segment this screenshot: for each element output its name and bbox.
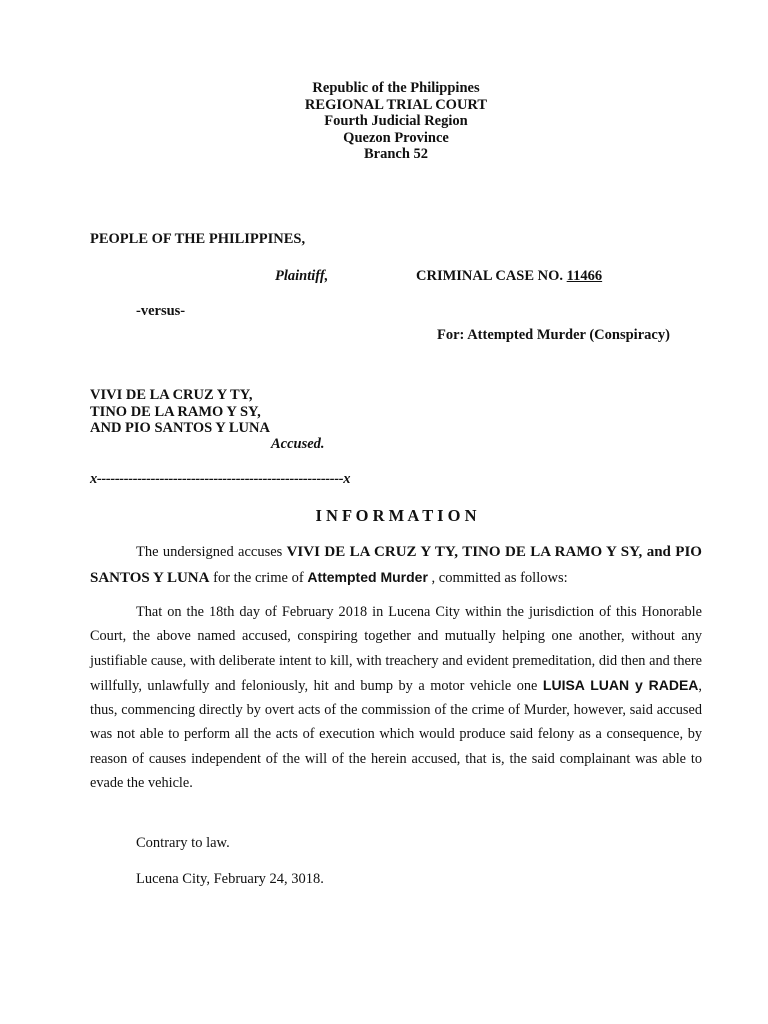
plaintiff-party: PEOPLE OF THE PHILIPPINES, (90, 231, 306, 247)
versus-label: -versus- (136, 303, 186, 319)
header-line-province: Quezon Province (343, 129, 449, 146)
facts-text: That on the 18th day of February 2018 in Lucena City within the jurisdiction of this Honorable Court, the above named accused, conspiring together and mutually helping one another, without any justifiable cause, with deliberate intent to kill, with treachery and evident premeditation, did then and there willfully, unlawfully and feloniously, hit and bump by a motor vehicle one (90, 604, 702, 694)
case-number-label: CRIMINAL CASE NO. (416, 268, 564, 284)
plaintiff-label: Plaintiff, (275, 268, 329, 284)
header-line-region: Fourth Judicial Region (324, 113, 468, 129)
facts-paragraph (90, 600, 702, 795)
crime-name: Attempted Murder (307, 568, 428, 585)
accused-line: TINO DE LA RAMO Y SY, (90, 403, 261, 420)
header-line-branch: Branch 52 (363, 146, 429, 162)
accused-line: AND PIO SANTOS Y LUNA (90, 420, 270, 436)
accused-line: VIVI DE LA CRUZ Y TY, (90, 387, 253, 403)
facts-text: , thus, commencing directly by overt acts of the commission of the crime of Murder, however, said accused was not able to perform all the acts of execution which would produce said felony as a consequence, by reason of causes independent of the will of the herein accused, that is, the said complainant was able to evade the vehicle. (90, 677, 702, 792)
case-number: 11466 (566, 268, 603, 284)
document-title: I N F O R M A T I O N (315, 506, 477, 525)
accusation-text: , committed as follows: (427, 569, 568, 586)
accused-label: Accused. (271, 436, 325, 452)
header-line-republic: Republic of the Philippines (312, 80, 480, 96)
header-line-court: REGIONAL TRIAL COURT (304, 96, 488, 113)
accusation-text: The undersigned accuses (136, 544, 287, 560)
closing-statement: Contrary to law. (136, 835, 230, 851)
accused-names: VIVI DE LA CRUZ Y TY, TINO DE LA RAMO Y SY, and PIO SANTOS Y LUNA (90, 544, 702, 586)
accused-list (90, 387, 270, 437)
caption-separator: x-------------------------------------------------------x (90, 471, 351, 487)
offense-label: For: Attempted Murder (Conspiracy) (437, 327, 670, 343)
victim-name: LUISA LUAN y RADEA (542, 676, 699, 693)
place-date: Lucena City, February 24, 3018. (136, 871, 324, 887)
accusation-text: for the crime of (209, 569, 308, 586)
accusation-paragraph (90, 540, 702, 590)
case-number-line (416, 268, 602, 285)
court-header (0, 80, 768, 163)
